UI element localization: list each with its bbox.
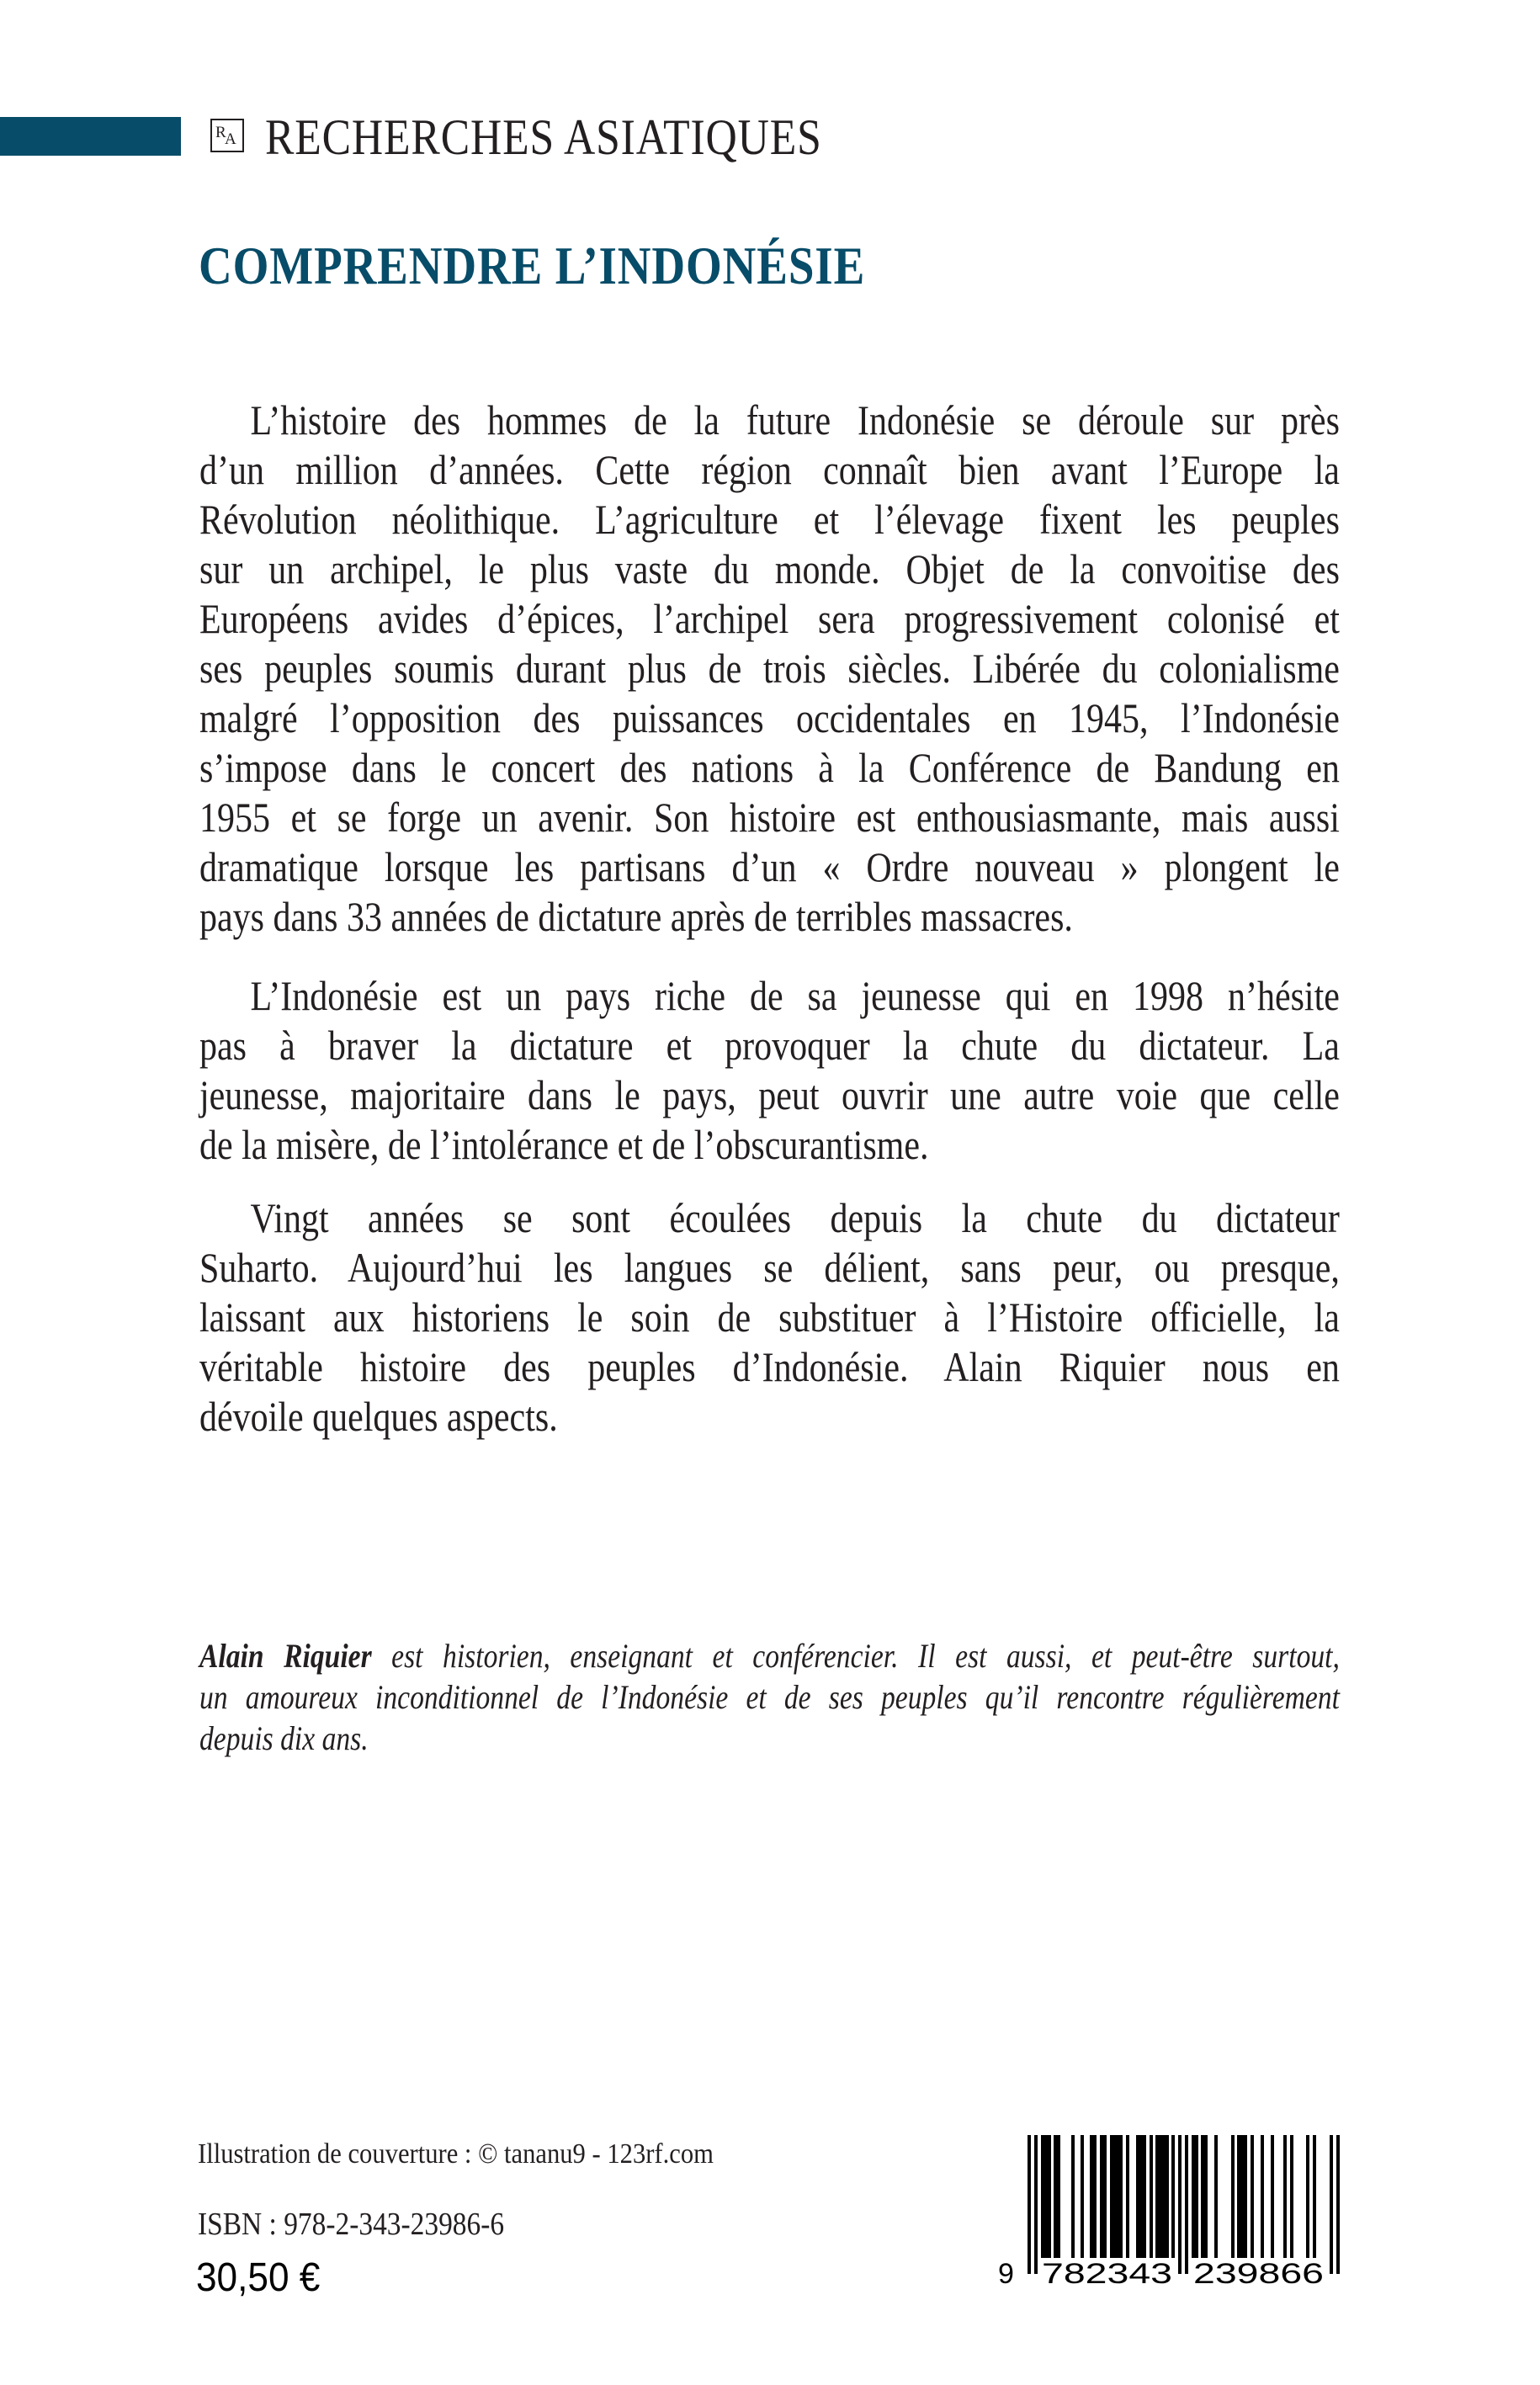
bio-text: est historien, enseignant et conférencier. Il est aussi, et peut-être surtout, [371,1637,1340,1675]
blurb-line: L’Indonésie est un pays riche de sa jeunesse qui en 1998 n’hésite [250,972,1340,1019]
logo-letter-r: R [215,124,226,141]
blurb-line: sur un archipel, le plus vaste du monde. Objet de la convoitise des [199,545,1340,592]
series-logo-icon [210,119,244,152]
barcode-right-digits: 239866 [1193,2258,1324,2290]
isbn-number: ISBN : 978-2-343-23986-6 [198,2207,505,2242]
bio-line: un amoureux inconditionnel de l’Indonésie et de ses peuples qu’il rencontre régulièrement [199,1678,1340,1716]
bio-line [199,1635,1340,1676]
blurb-line: laissant aux historiens le soin de substituer à l’Histoire officielle, la [199,1293,1340,1341]
blurb-line: L’histoire des hommes de la future Indonésie se déroule sur près [250,396,1340,444]
blurb-paragraph-3 [199,1193,1340,1442]
blurb-line: jeunesse, majoritaire dans le pays, peut ouvrir une autre voie que celle [199,1071,1340,1118]
blurb-line: ses peuples soumis durant plus de trois siècles. Libérée du colonialisme [199,645,1340,692]
blurb-line: de la misère, de l’intolérance et de l’obscurantisme. [199,1121,929,1168]
price: 30,50 € [196,2255,321,2300]
author-name: Alain Riquier [199,1637,372,1675]
bio-line: depuis dix ans. [199,1719,369,1757]
blurb-line: Européens avides d’épices, l’archipel sera progressivement colonisé et [199,595,1340,642]
blurb-line: pas à braver la dictature et provoquer la chute du dictateur. La [199,1022,1340,1069]
blurb-line: pays dans 33 années de dictature après de terribles massacres. [199,893,1073,940]
barcode-first-digit: 9 [998,2258,1014,2290]
series-name: RECHERCHES ASIATIQUES [265,109,822,165]
logo-letter-a: A [225,130,236,148]
blurb-line: Révolution néolithique. L’agriculture et l’élevage fixent les peuples [199,496,1340,543]
blurb-paragraph-1 [199,396,1340,942]
blurb-line: Vingt années se sont écoulées depuis la chute du dictateur [250,1194,1340,1241]
blurb-line: d’un million d’années. Cette région connaît bien avant l’Europe la [199,446,1340,493]
cover-illustration-credit: Illustration de couverture : © tananu9 - 123rf.com [198,2138,714,2170]
blurb-text [199,396,1340,1442]
isbn-barcode [993,2135,1346,2295]
blurb-line: 1955 et se forge un avenir. Son histoire est enthousiasmante, mais aussi [199,794,1340,841]
blurb-paragraph-2 [199,971,1340,1170]
blurb-line: malgré l’opposition des puissances occidentales en 1945, l’Indonésie [199,694,1340,741]
book-title: COMPRENDRE L’INDONÉSIE [199,236,866,295]
series-color-bar [0,117,181,156]
blurb-line: dramatique lorsque les partisans d’un « Ordre nouveau » plongent le [199,843,1340,890]
blurb-line: s’impose dans le concert des nations à la Conférence de Bandung en [199,744,1340,791]
author-bio [199,1635,1340,1759]
blurb-line: Suharto. Aujourd’hui les langues se délient, sans peur, ou presque, [199,1244,1340,1291]
blurb-line: véritable histoire des peuples d’Indonésie. Alain Riquier nous en [199,1343,1340,1390]
blurb-line: dévoile quelques aspects. [199,1393,558,1440]
barcode-left-digits: 782343 [1042,2258,1172,2290]
